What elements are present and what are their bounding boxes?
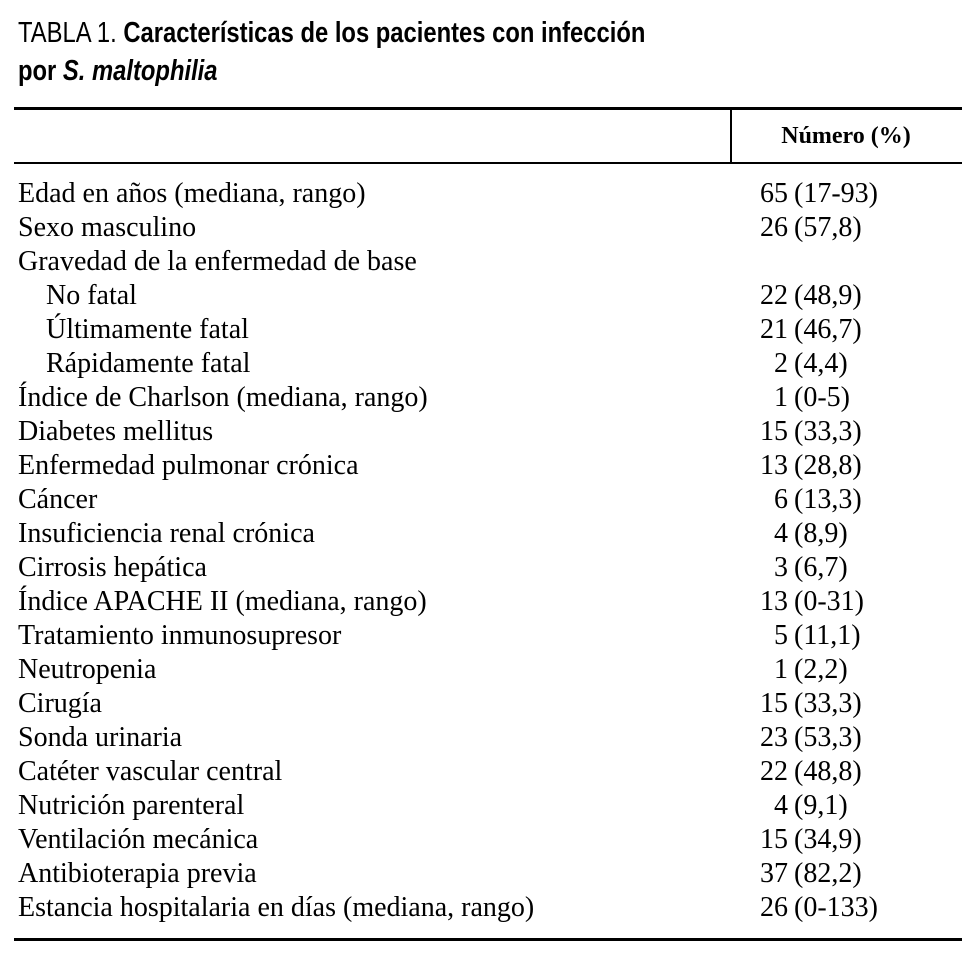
row-value <box>730 687 930 721</box>
header-bottom-rule <box>14 162 962 164</box>
row-label: Ventilación mecánica <box>18 824 259 855</box>
table-row <box>0 551 972 585</box>
row-value <box>730 585 930 619</box>
row-value <box>730 891 930 925</box>
row-value-count: 15 <box>760 688 788 719</box>
table-row <box>0 381 972 415</box>
row-value-percent: (0-5) <box>794 382 850 413</box>
row-value <box>730 177 930 211</box>
row-label: Índice de Charlson (mediana, rango) <box>18 382 428 413</box>
row-value <box>730 789 930 823</box>
row-value-count: 22 <box>760 756 788 787</box>
row-value-count: 23 <box>760 722 788 753</box>
row-label: Insuficiencia renal crónica <box>18 518 315 549</box>
row-value-percent: (48,8) <box>794 756 862 787</box>
row-value-percent: (4,4) <box>794 348 848 379</box>
row-value-percent: (28,8) <box>794 450 862 481</box>
row-value <box>730 517 930 551</box>
row-value-percent: (53,3) <box>794 722 862 753</box>
row-value-count: 1 <box>774 382 788 413</box>
row-value <box>730 755 930 789</box>
row-value-percent: (33,3) <box>794 688 862 719</box>
row-label: Sonda urinaria <box>18 722 183 753</box>
table-row <box>0 721 972 755</box>
row-value <box>730 381 930 415</box>
column-header-numero: Número (%) <box>781 123 911 149</box>
row-value <box>730 857 930 891</box>
row-value-count: 3 <box>774 552 788 583</box>
row-value-percent: (6,7) <box>794 552 848 583</box>
row-value <box>730 653 930 687</box>
row-value-count: 65 <box>760 178 788 209</box>
table-caption <box>18 14 789 90</box>
row-value-count: 37 <box>760 858 788 889</box>
row-value-count: 4 <box>774 518 788 549</box>
row-value <box>730 551 930 585</box>
row-label: Sexo masculino <box>18 212 197 243</box>
row-value <box>730 619 930 653</box>
row-value-count: 15 <box>760 824 788 855</box>
row-value-percent: (34,9) <box>794 824 862 855</box>
row-value <box>730 449 930 483</box>
table-row <box>0 313 972 347</box>
row-value-count: 13 <box>760 586 788 617</box>
row-value-count: 5 <box>774 620 788 651</box>
table-label: TABLA 1. <box>18 17 117 49</box>
row-value-count: 26 <box>760 892 788 923</box>
table-row <box>0 585 972 619</box>
table-row <box>0 279 972 313</box>
row-label: No fatal <box>46 280 137 311</box>
row-value-percent: (0-133) <box>794 892 878 923</box>
table-row <box>0 517 972 551</box>
row-label: Catéter vascular central <box>18 756 283 787</box>
row-value-percent: (48,9) <box>794 280 862 311</box>
row-value <box>730 721 930 755</box>
row-value <box>730 245 930 279</box>
row-value-count: 2 <box>774 348 788 379</box>
row-value-count: 1 <box>774 654 788 685</box>
table-row <box>0 483 972 517</box>
table-row <box>0 755 972 789</box>
table-row <box>0 449 972 483</box>
row-value-percent: (57,8) <box>794 212 862 243</box>
row-value-count: 26 <box>760 212 788 243</box>
table-row <box>0 891 972 925</box>
row-label: Antibioterapia previa <box>18 858 257 889</box>
row-value-count: 13 <box>760 450 788 481</box>
row-value-percent: (82,2) <box>794 858 862 889</box>
row-value <box>730 279 930 313</box>
table-row <box>0 823 972 857</box>
row-label: Gravedad de la enfermedad de base <box>18 246 417 277</box>
row-value-count: 15 <box>760 416 788 447</box>
row-value <box>730 347 930 381</box>
row-label: Cáncer <box>18 484 98 515</box>
row-label: Enfermedad pulmonar crónica <box>18 450 359 481</box>
row-value-count: 21 <box>760 314 788 345</box>
row-value <box>730 211 930 245</box>
table-row <box>0 415 972 449</box>
table-row <box>0 619 972 653</box>
row-label: Últimamente fatal <box>46 314 249 345</box>
row-label: Cirrosis hepática <box>18 552 207 583</box>
row-value <box>730 313 930 347</box>
row-value <box>730 823 930 857</box>
table-row <box>0 347 972 381</box>
row-label: Rápidamente fatal <box>46 348 251 379</box>
caption-line-2 <box>18 52 789 90</box>
row-label: Tratamiento inmunosupresor <box>18 620 342 651</box>
row-value-percent: (9,1) <box>794 790 848 821</box>
table-row <box>0 177 972 211</box>
row-label: Neutropenia <box>18 654 157 685</box>
row-label: Edad en años (mediana, rango) <box>18 178 366 209</box>
row-label: Diabetes mellitus <box>18 416 214 447</box>
row-value-percent: (13,3) <box>794 484 862 515</box>
row-value-percent: (0-31) <box>794 586 864 617</box>
table-title: Características de los pacientes con infección <box>123 17 646 49</box>
table-bottom-rule <box>14 938 962 941</box>
row-value <box>730 483 930 517</box>
row-label: Nutrición parenteral <box>18 790 245 821</box>
table-row <box>0 653 972 687</box>
row-value-percent: (8,9) <box>794 518 848 549</box>
row-value <box>730 415 930 449</box>
table-title-prefix: por <box>18 55 57 87</box>
row-value-count: 22 <box>760 280 788 311</box>
row-value-percent: (2,2) <box>794 654 848 685</box>
row-label: Índice APACHE II (mediana, rango) <box>18 586 427 617</box>
table-body <box>0 177 972 925</box>
table-row <box>0 789 972 823</box>
table-title-species: S. maltophilia <box>62 55 218 87</box>
row-value-percent: (33,3) <box>794 416 862 447</box>
table-row <box>0 211 972 245</box>
caption-line-1 <box>18 14 789 52</box>
row-label: Estancia hospitalaria en días (mediana, rango) <box>18 892 535 923</box>
row-value-percent: (11,1) <box>794 620 861 651</box>
row-value-count: 4 <box>774 790 788 821</box>
row-value-count: 6 <box>774 484 788 515</box>
table-row <box>0 687 972 721</box>
row-value-percent: (46,7) <box>794 314 862 345</box>
table-row <box>0 857 972 891</box>
row-label: Cirugía <box>18 688 102 719</box>
table-row <box>0 245 972 279</box>
row-value-percent: (17-93) <box>794 178 878 209</box>
